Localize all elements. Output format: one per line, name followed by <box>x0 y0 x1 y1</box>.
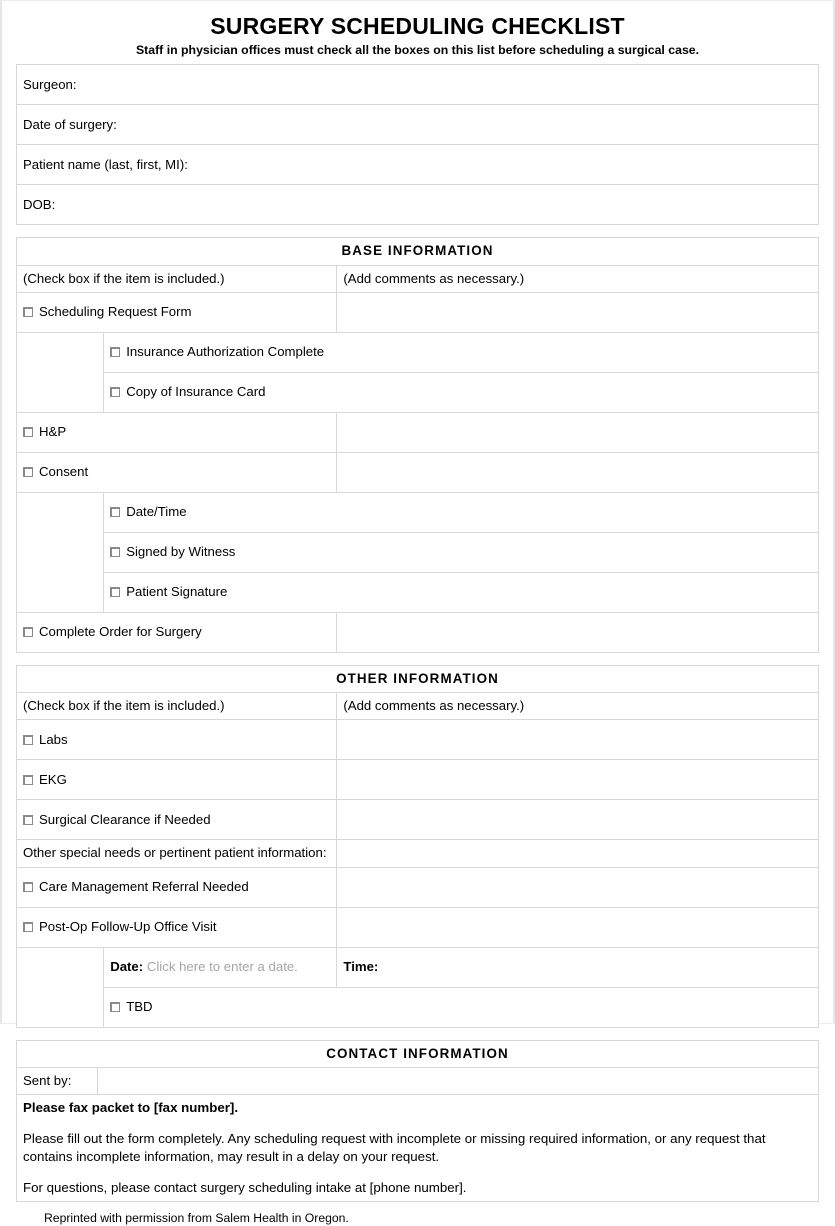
comment-cell[interactable] <box>337 720 819 760</box>
page-subtitle: Staff in physician offices must check all the boxes on this list before scheduling a surgical case. <box>135 43 700 58</box>
base-section-heading: BASE INFORMATION <box>17 238 819 265</box>
reprint-footnote: Reprinted with permission from Salem Health in Oregon. <box>44 1211 349 1226</box>
checklist-item-label: Insurance Authorization Complete <box>126 344 325 360</box>
table-row <box>17 185 819 225</box>
patient-info-table <box>16 64 819 225</box>
comment-cell[interactable] <box>337 840 819 867</box>
table-row <box>17 693 819 720</box>
sent-by-field[interactable] <box>98 1067 819 1094</box>
comment-cell[interactable] <box>337 760 819 800</box>
checkbox-icon[interactable] <box>110 507 120 517</box>
checklist-item-label: Signed by Witness <box>126 544 236 560</box>
table-row <box>17 332 819 372</box>
indent-spacer <box>17 492 104 612</box>
table-row <box>17 1040 819 1067</box>
table-row <box>17 800 819 840</box>
checklist-item-label: Labs <box>39 731 68 747</box>
checkbox-icon[interactable] <box>110 587 120 597</box>
checklist-item-label: Complete Order for Surgery <box>39 624 202 640</box>
table-row <box>17 572 819 612</box>
table-row <box>17 840 819 867</box>
checklist-item-tbd[interactable] <box>104 987 819 1027</box>
checkbox-icon[interactable] <box>23 815 33 825</box>
comment-cell[interactable] <box>337 412 819 452</box>
spacer <box>23 1116 812 1130</box>
checkbox-icon[interactable] <box>23 922 33 932</box>
checklist-item-label: Surgical Clearance if Needed <box>39 811 211 827</box>
checkbox-icon[interactable] <box>23 775 33 785</box>
other-section-heading: OTHER INFORMATION <box>17 665 819 692</box>
checklist-item-ekg[interactable] <box>17 760 337 800</box>
checklist-item-label: Scheduling Request Form <box>39 304 192 320</box>
checkbox-icon[interactable] <box>110 347 120 357</box>
checklist-item-label: Post-Op Follow-Up Office Visit <box>39 918 217 934</box>
other-special-needs-label: Other special needs or pertinent patient information: <box>17 840 337 867</box>
contact-information-table <box>16 1040 819 1203</box>
other-information-table <box>16 665 819 1028</box>
table-row <box>17 1067 819 1094</box>
checkbox-icon[interactable] <box>23 307 33 317</box>
checklist-item-post-op-follow-up[interactable] <box>17 907 337 947</box>
appointment-date-label: Date: <box>110 958 144 974</box>
questions-line: For questions, please contact surgery scheduling intake at [phone number]. <box>23 1179 467 1195</box>
base-information-table <box>16 237 819 653</box>
table-row <box>17 1095 819 1202</box>
checklist-item-hp[interactable] <box>17 412 337 452</box>
checklist-item-labs[interactable] <box>17 720 337 760</box>
patient-name-field[interactable]: Patient name (last, first, MI): <box>17 145 819 185</box>
checklist-item-consent[interactable] <box>17 452 337 492</box>
checklist-item-label: Date/Time <box>126 504 187 520</box>
table-row <box>17 612 819 652</box>
table-row <box>17 292 819 332</box>
base-col-header-right: (Add comments as necessary.) <box>337 265 819 292</box>
appointment-time-cell[interactable] <box>337 947 819 987</box>
table-row <box>17 665 819 692</box>
checklist-item-surgical-clearance[interactable] <box>17 800 337 840</box>
checklist-item-date-time[interactable] <box>104 492 819 532</box>
checklist-item-label: Copy of Insurance Card <box>126 384 266 400</box>
checkbox-icon[interactable] <box>110 547 120 557</box>
contact-notes <box>17 1095 819 1202</box>
comment-cell[interactable] <box>337 612 819 652</box>
checkbox-icon[interactable] <box>23 735 33 745</box>
comment-cell[interactable] <box>337 292 819 332</box>
table-row <box>17 907 819 947</box>
checkbox-icon[interactable] <box>23 627 33 637</box>
table-row <box>17 452 819 492</box>
checklist-item-label: Consent <box>39 464 89 480</box>
table-row <box>17 532 819 572</box>
checklist-item-label: EKG <box>39 771 67 787</box>
comment-cell[interactable] <box>337 452 819 492</box>
appointment-time-label: Time: <box>343 958 379 974</box>
checklist-item-care-management-referral[interactable] <box>17 867 337 907</box>
checkbox-icon[interactable] <box>23 467 33 477</box>
table-row <box>17 867 819 907</box>
table-row <box>17 760 819 800</box>
table-row <box>17 987 819 1027</box>
base-col-header-left: (Check box if the item is included.) <box>17 265 337 292</box>
indent-spacer <box>17 947 104 1027</box>
date-of-surgery-field[interactable]: Date of surgery: <box>17 105 819 145</box>
table-row <box>17 720 819 760</box>
checklist-item-label: Care Management Referral Needed <box>39 878 249 894</box>
contact-section-heading: CONTACT INFORMATION <box>17 1040 819 1067</box>
table-row <box>17 238 819 265</box>
table-row <box>17 412 819 452</box>
spacer <box>23 1165 812 1179</box>
appointment-date-cell[interactable] <box>104 947 337 987</box>
checklist-item-patient-signature[interactable] <box>104 572 819 612</box>
page-title: SURGERY SCHEDULING CHECKLIST <box>210 13 625 39</box>
comment-cell[interactable] <box>337 800 819 840</box>
table-row <box>17 65 819 105</box>
indent-spacer <box>17 332 104 412</box>
checklist-item-scheduling-request-form[interactable] <box>17 292 337 332</box>
checklist-item-label: TBD <box>126 998 153 1014</box>
table-row <box>17 947 819 987</box>
surgeon-field[interactable]: Surgeon: <box>17 65 819 105</box>
form-instructions: Please fill out the form completely. Any scheduling request with incomplete or missing required information, or any request that contains incomplete information, may result in a delay on your request. <box>23 1131 766 1164</box>
checkbox-icon[interactable] <box>23 427 33 437</box>
other-col-header-left: (Check box if the item is included.) <box>17 693 337 720</box>
checklist-item-label: H&P <box>39 424 67 440</box>
checklist-item-insurance-authorization-complete[interactable] <box>104 332 819 372</box>
table-row <box>17 265 819 292</box>
checklist-item-copy-of-insurance-card[interactable] <box>104 372 819 412</box>
other-col-header-right: (Add comments as necessary.) <box>337 693 819 720</box>
table-row <box>17 145 819 185</box>
appointment-date-placeholder[interactable]: Click here to enter a date. <box>146 958 298 974</box>
comment-cell[interactable] <box>337 867 819 907</box>
table-row <box>17 105 819 145</box>
checklist-item-label: Patient Signature <box>126 584 228 600</box>
checkbox-icon[interactable] <box>110 387 120 397</box>
table-row <box>17 372 819 412</box>
checklist-item-complete-order-for-surgery[interactable] <box>17 612 337 652</box>
table-row <box>17 492 819 532</box>
dob-field[interactable]: DOB: <box>17 185 819 225</box>
checkbox-icon[interactable] <box>23 882 33 892</box>
fax-instruction: Please fax packet to [fax number]. <box>23 1100 239 1116</box>
comment-cell[interactable] <box>337 907 819 947</box>
checkbox-icon[interactable] <box>110 1002 120 1012</box>
sent-by-label: Sent by: <box>17 1067 98 1094</box>
checklist-item-signed-by-witness[interactable] <box>104 532 819 572</box>
